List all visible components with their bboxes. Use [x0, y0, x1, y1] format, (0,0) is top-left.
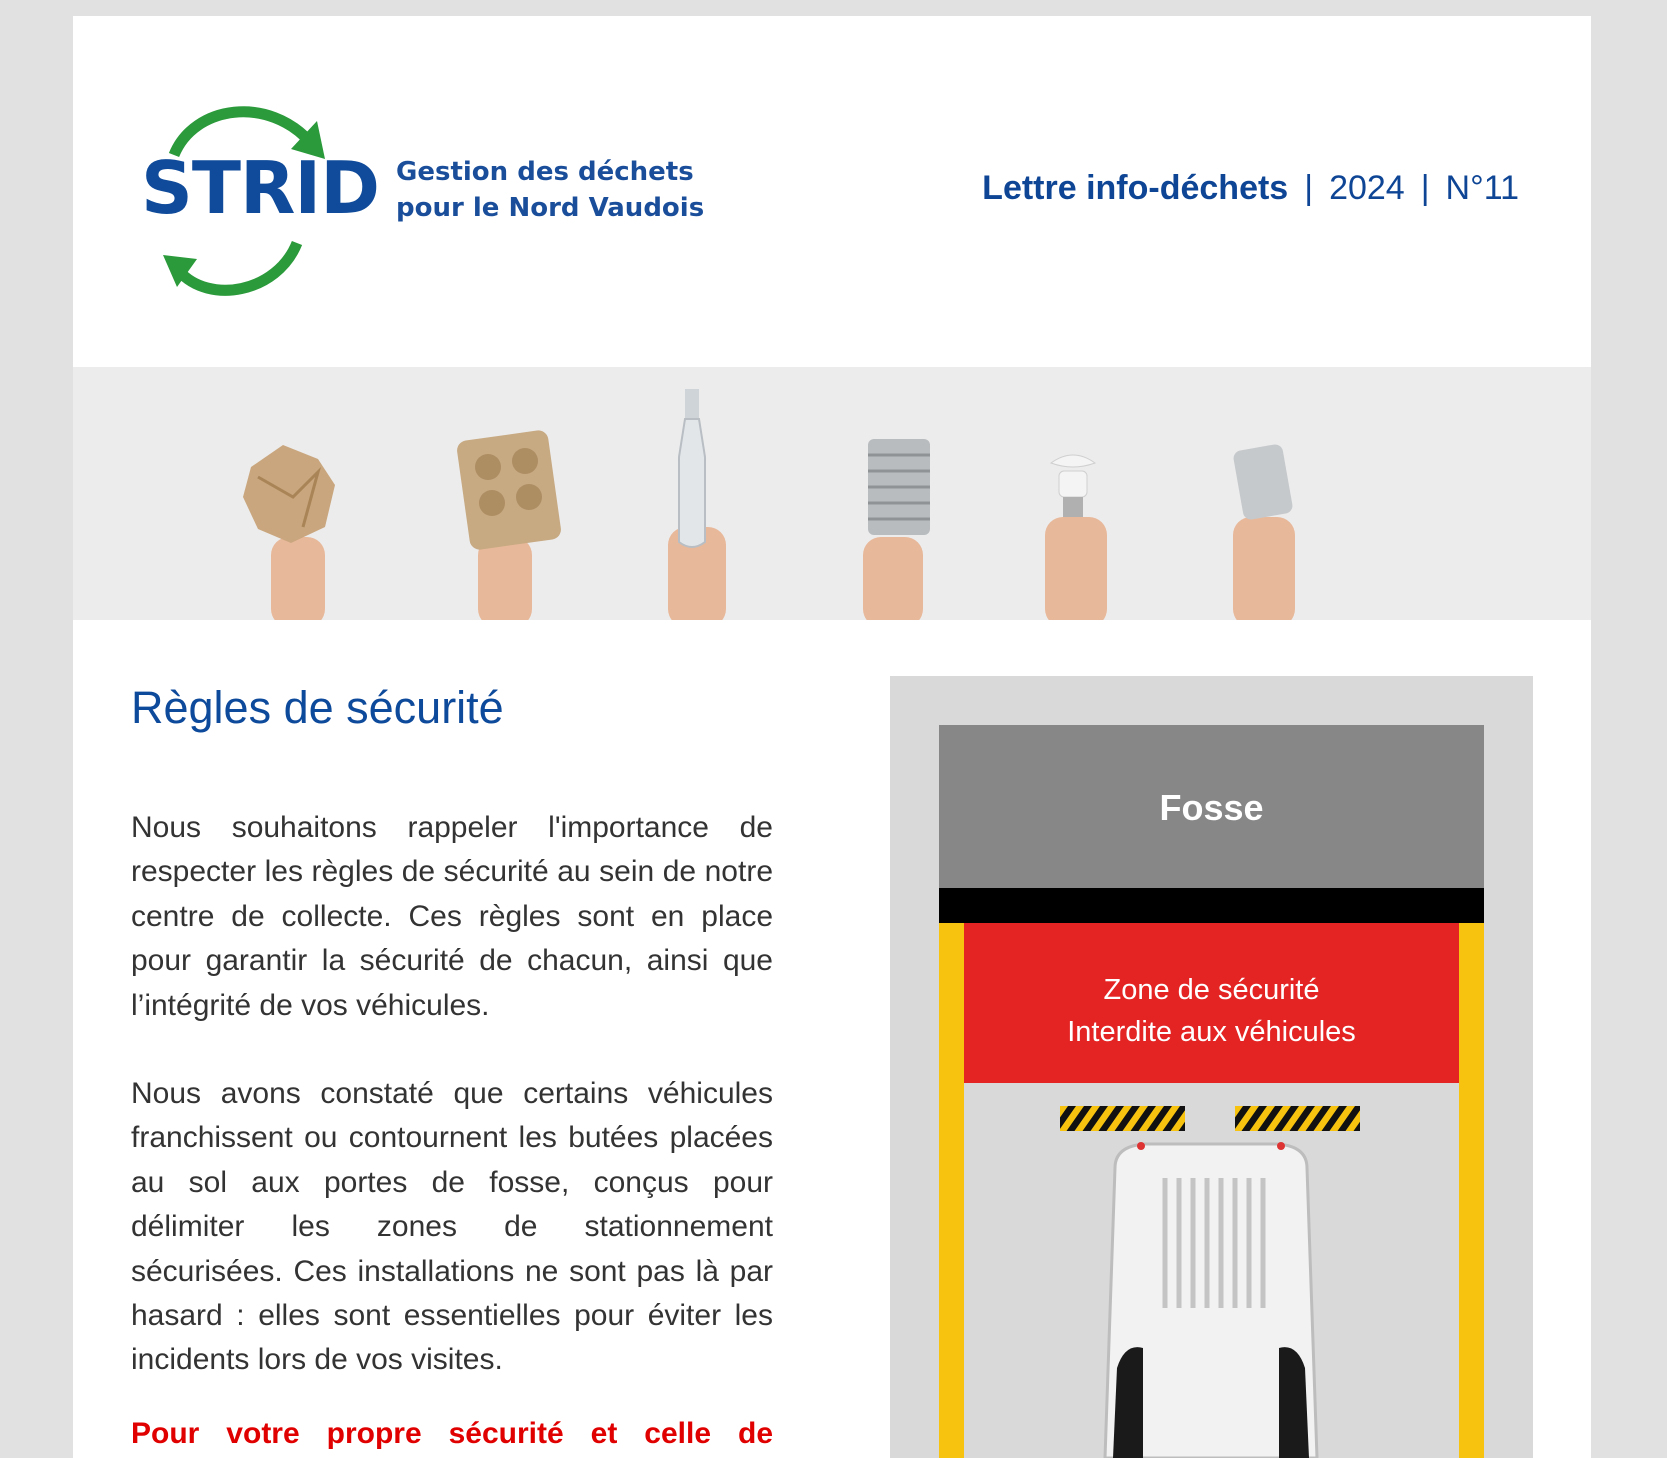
aluminium-can-icon: [1232, 443, 1293, 521]
article-paragraph-2: Nous avons constaté que certains véhicules franchissent ou contournent les butées placées au sol aux portes de fosse, conçus pour délimiter les zones de stationnement sécurisées. Ces installations ne sont pas là par hasard : elles sont essentielles pour éviter les incidents lors de vos visites.: [131, 1077, 773, 1377]
light-bulb-icon: [1051, 455, 1095, 517]
issue-number: N°11: [1445, 169, 1519, 207]
safety-zone: [964, 923, 1459, 1083]
yellow-post-right: [1459, 923, 1484, 1458]
hand-tin: [863, 537, 923, 620]
logo-tagline: [396, 154, 704, 226]
yellow-post-left: [939, 923, 964, 1458]
newsletter-header: [73, 16, 1591, 366]
zone-line-1: Zone de sécurité: [1103, 974, 1320, 1006]
tagline-line-1: Gestion des déchets: [396, 157, 694, 187]
hand-carton: [478, 537, 532, 620]
pit-area: [939, 725, 1484, 888]
glass-bottle-icon: [679, 389, 705, 547]
logo-wordmark: STRID: [141, 146, 379, 230]
safety-zone-diagram: [890, 676, 1533, 1458]
pit-label: Fosse: [1159, 787, 1264, 828]
van-topview-icon: [1095, 1138, 1327, 1458]
wheel-stop-left-icon: [1060, 1106, 1185, 1131]
issue-info: [982, 168, 1519, 208]
article-paragraph-1: Nous souhaitons rappeler l'importance de respecter les règles de sécurité au sein de notre centre de collecte. Ces règles sont en place pour garantir la sécurité de chacun, ainsi que l’intégrité de vos véhicules.: [131, 811, 773, 1022]
issue-year: 2024: [1329, 169, 1405, 207]
separator: |: [1304, 169, 1314, 207]
safety-zone-text: [964, 969, 1459, 1053]
wheel-stop-right-icon: [1235, 1106, 1360, 1131]
zone-line-2: Interdite aux véhicules: [1067, 1016, 1356, 1048]
hand-bulb: [1045, 517, 1107, 620]
hero-banner-image: [73, 367, 1591, 620]
article-title: Règles de sécurité: [131, 682, 504, 733]
crumpled-paper-icon: [243, 445, 335, 543]
hand-paper: [271, 537, 325, 620]
pit-edge: [939, 888, 1484, 923]
separator: |: [1420, 169, 1430, 207]
egg-carton-icon: [456, 429, 562, 551]
tin-can-icon: [868, 439, 930, 535]
tagline-line-2: pour le Nord Vaudois: [396, 193, 705, 223]
hand-can: [1233, 517, 1295, 620]
newsletter-page: [73, 16, 1591, 1458]
issue-label: Lettre info-déchets: [982, 169, 1289, 207]
safety-warning-text: Pour votre propre sécurité et celle de: [131, 1417, 773, 1450]
